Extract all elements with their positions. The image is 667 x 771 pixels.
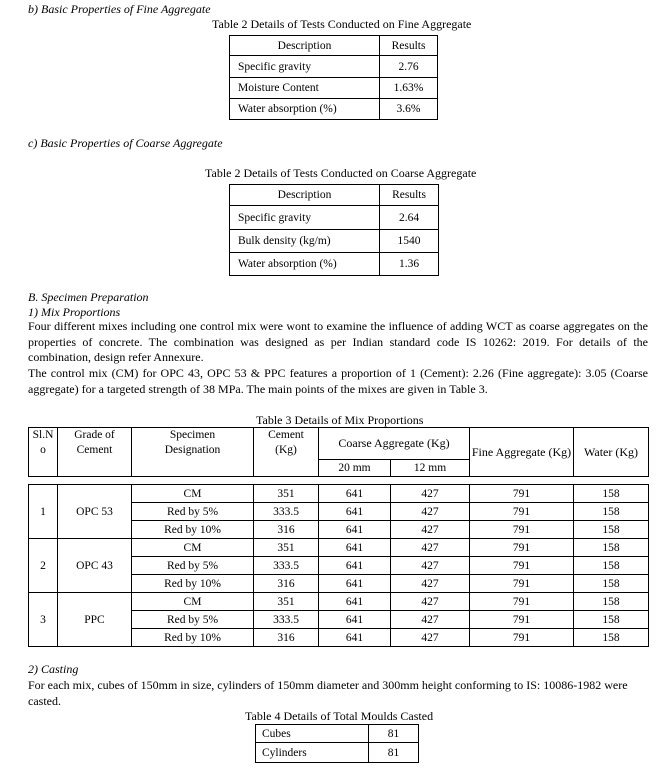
group-sl: 2 xyxy=(29,539,58,593)
cell-cement: 333.5 xyxy=(254,611,319,629)
cell-fine: 791 xyxy=(470,485,574,503)
cell-specimen: Red by 5% xyxy=(132,503,254,521)
cell-fine: 791 xyxy=(470,557,574,575)
cell-cement: 333.5 xyxy=(254,557,319,575)
cell-fine: 791 xyxy=(470,539,574,557)
cell-cement: 316 xyxy=(254,575,319,593)
cell-fine: 791 xyxy=(470,611,574,629)
coarse-table-caption: Table 2 Details of Tests Conducted on Coarse Aggregate xyxy=(205,166,477,180)
cell-20mm: 641 xyxy=(319,575,391,593)
cell-12mm: 427 xyxy=(391,629,470,647)
cell-specimen: CM xyxy=(132,593,254,611)
header-fine: Fine Aggregate (Kg) xyxy=(470,428,574,477)
group-grade: OPC 53 xyxy=(58,485,132,539)
moulds-row-label: Cylinders xyxy=(256,743,369,763)
cell-12mm: 427 xyxy=(391,485,470,503)
mix-paragraph-2: The control mix (CM) for OPC 43, OPC 53 & PPC features a proportion of 1 (Cement): 2.26 (Fine aggregate): 3.05 (Coarse aggregate) for a targeted strength of 38 MPa. The main points of the mixes are given in Table 3. xyxy=(28,366,648,396)
cell-20mm: 641 xyxy=(319,539,391,557)
cell-water: 158 xyxy=(574,521,649,539)
cell-cement: 351 xyxy=(254,485,319,503)
cell-12mm: 427 xyxy=(391,521,470,539)
group-sl: 1 xyxy=(29,485,58,539)
coarse-row-label: Bulk density (kg/m) xyxy=(230,230,380,253)
fine-row-label: Water absorption (%) xyxy=(230,99,380,120)
coarse-row-value: 1540 xyxy=(380,230,439,253)
cell-specimen: Red by 5% xyxy=(132,611,254,629)
cell-water: 158 xyxy=(574,503,649,521)
cell-20mm: 641 xyxy=(319,593,391,611)
group-grade: OPC 43 xyxy=(58,539,132,593)
cell-12mm: 427 xyxy=(391,575,470,593)
header-gap xyxy=(29,477,649,485)
cell-cement: 351 xyxy=(254,539,319,557)
cell-specimen: CM xyxy=(132,485,254,503)
cell-cement: 316 xyxy=(254,521,319,539)
mix-proportions-heading: 1) Mix Proportions xyxy=(28,305,121,319)
mix-table xyxy=(28,427,649,647)
cell-fine: 791 xyxy=(470,593,574,611)
coarse-row-label: Specific gravity xyxy=(230,206,380,230)
cell-water: 158 xyxy=(574,575,649,593)
coarse-row-value: 2.64 xyxy=(380,206,439,230)
cell-water: 158 xyxy=(574,611,649,629)
cell-12mm: 427 xyxy=(391,503,470,521)
fine-header-results: Results xyxy=(380,36,438,56)
cell-water: 158 xyxy=(574,629,649,647)
cell-12mm: 427 xyxy=(391,539,470,557)
fine-table-caption: Table 2 Details of Tests Conducted on Fine Aggregate xyxy=(212,17,472,31)
cell-20mm: 641 xyxy=(319,503,391,521)
coarse-row-label: Water absorption (%) xyxy=(230,253,380,276)
cell-20mm: 641 xyxy=(319,557,391,575)
moulds-table-caption: Table 4 Details of Total Moulds Casted xyxy=(245,709,434,723)
fine-table xyxy=(229,35,438,120)
fine-heading: b) Basic Properties of Fine Aggregate xyxy=(28,2,211,16)
cell-cement: 333.5 xyxy=(254,503,319,521)
header-grade: Grade of Cement xyxy=(58,428,132,477)
cell-specimen: Red by 5% xyxy=(132,557,254,575)
moulds-row-value: 81 xyxy=(369,743,419,763)
cell-20mm: 641 xyxy=(319,485,391,503)
fine-row-value: 3.6% xyxy=(380,99,438,120)
moulds-row-value: 81 xyxy=(369,725,419,743)
coarse-row-value: 1.36 xyxy=(380,253,439,276)
cell-fine: 791 xyxy=(470,503,574,521)
casting-heading: 2) Casting xyxy=(28,662,79,676)
cell-12mm: 427 xyxy=(391,557,470,575)
moulds-table xyxy=(255,724,419,763)
fine-row-value: 2.76 xyxy=(380,56,438,78)
cell-20mm: 641 xyxy=(319,629,391,647)
cell-fine: 791 xyxy=(470,575,574,593)
header-sl-no: Sl.N o xyxy=(29,428,58,477)
cell-specimen: Red by 10% xyxy=(132,575,254,593)
cell-20mm: 641 xyxy=(319,611,391,629)
coarse-header-description: Description xyxy=(230,185,380,206)
cell-fine: 791 xyxy=(470,521,574,539)
cell-cement: 351 xyxy=(254,593,319,611)
header-12mm: 12 mm xyxy=(391,460,470,477)
specimen-heading: B. Specimen Preparation xyxy=(28,290,149,304)
cell-water: 158 xyxy=(574,557,649,575)
cell-specimen: Red by 10% xyxy=(132,629,254,647)
header-cement: Cement (Kg) xyxy=(254,428,319,477)
moulds-row-label: Cubes xyxy=(256,725,369,743)
coarse-table xyxy=(229,184,439,276)
cell-20mm: 641 xyxy=(319,521,391,539)
casting-paragraph: For each mix, cubes of 150mm in size, cylinders of 150mm diameter and 300mm height conforming to IS: 10086-1982 were casted. xyxy=(28,678,628,708)
mix-table-caption: Table 3 Details of Mix Proportions xyxy=(256,413,424,427)
cell-cement: 316 xyxy=(254,629,319,647)
cell-water: 158 xyxy=(574,539,649,557)
cell-specimen: CM xyxy=(132,539,254,557)
coarse-header-results: Results xyxy=(380,185,439,206)
fine-row-label: Specific gravity xyxy=(230,56,380,78)
fine-row-value: 1.63% xyxy=(380,78,438,99)
header-20mm: 20 mm xyxy=(319,460,391,477)
group-sl: 3 xyxy=(29,593,58,647)
mix-paragraph-1: Four different mixes including one control mix were wont to examine the influence of adding WCT as coarse aggregates on the properties of concrete. The combination was designed as per Indian standard code IS 10262: 2019. For details of the combination, design refer Annexure. xyxy=(28,319,648,364)
cell-specimen: Red by 10% xyxy=(132,521,254,539)
cell-12mm: 427 xyxy=(391,593,470,611)
cell-water: 158 xyxy=(574,593,649,611)
coarse-heading: c) Basic Properties of Coarse Aggregate xyxy=(28,136,223,150)
cell-fine: 791 xyxy=(470,629,574,647)
header-specimen: Specimen Designation xyxy=(132,428,254,477)
header-water: Water (Kg) xyxy=(574,428,649,477)
cell-12mm: 427 xyxy=(391,611,470,629)
header-coarse: Coarse Aggregate (Kg) xyxy=(319,428,470,460)
group-grade: PPC xyxy=(58,593,132,647)
fine-row-label: Moisture Content xyxy=(230,78,380,99)
fine-header-description: Description xyxy=(230,36,380,56)
cell-water: 158 xyxy=(574,485,649,503)
